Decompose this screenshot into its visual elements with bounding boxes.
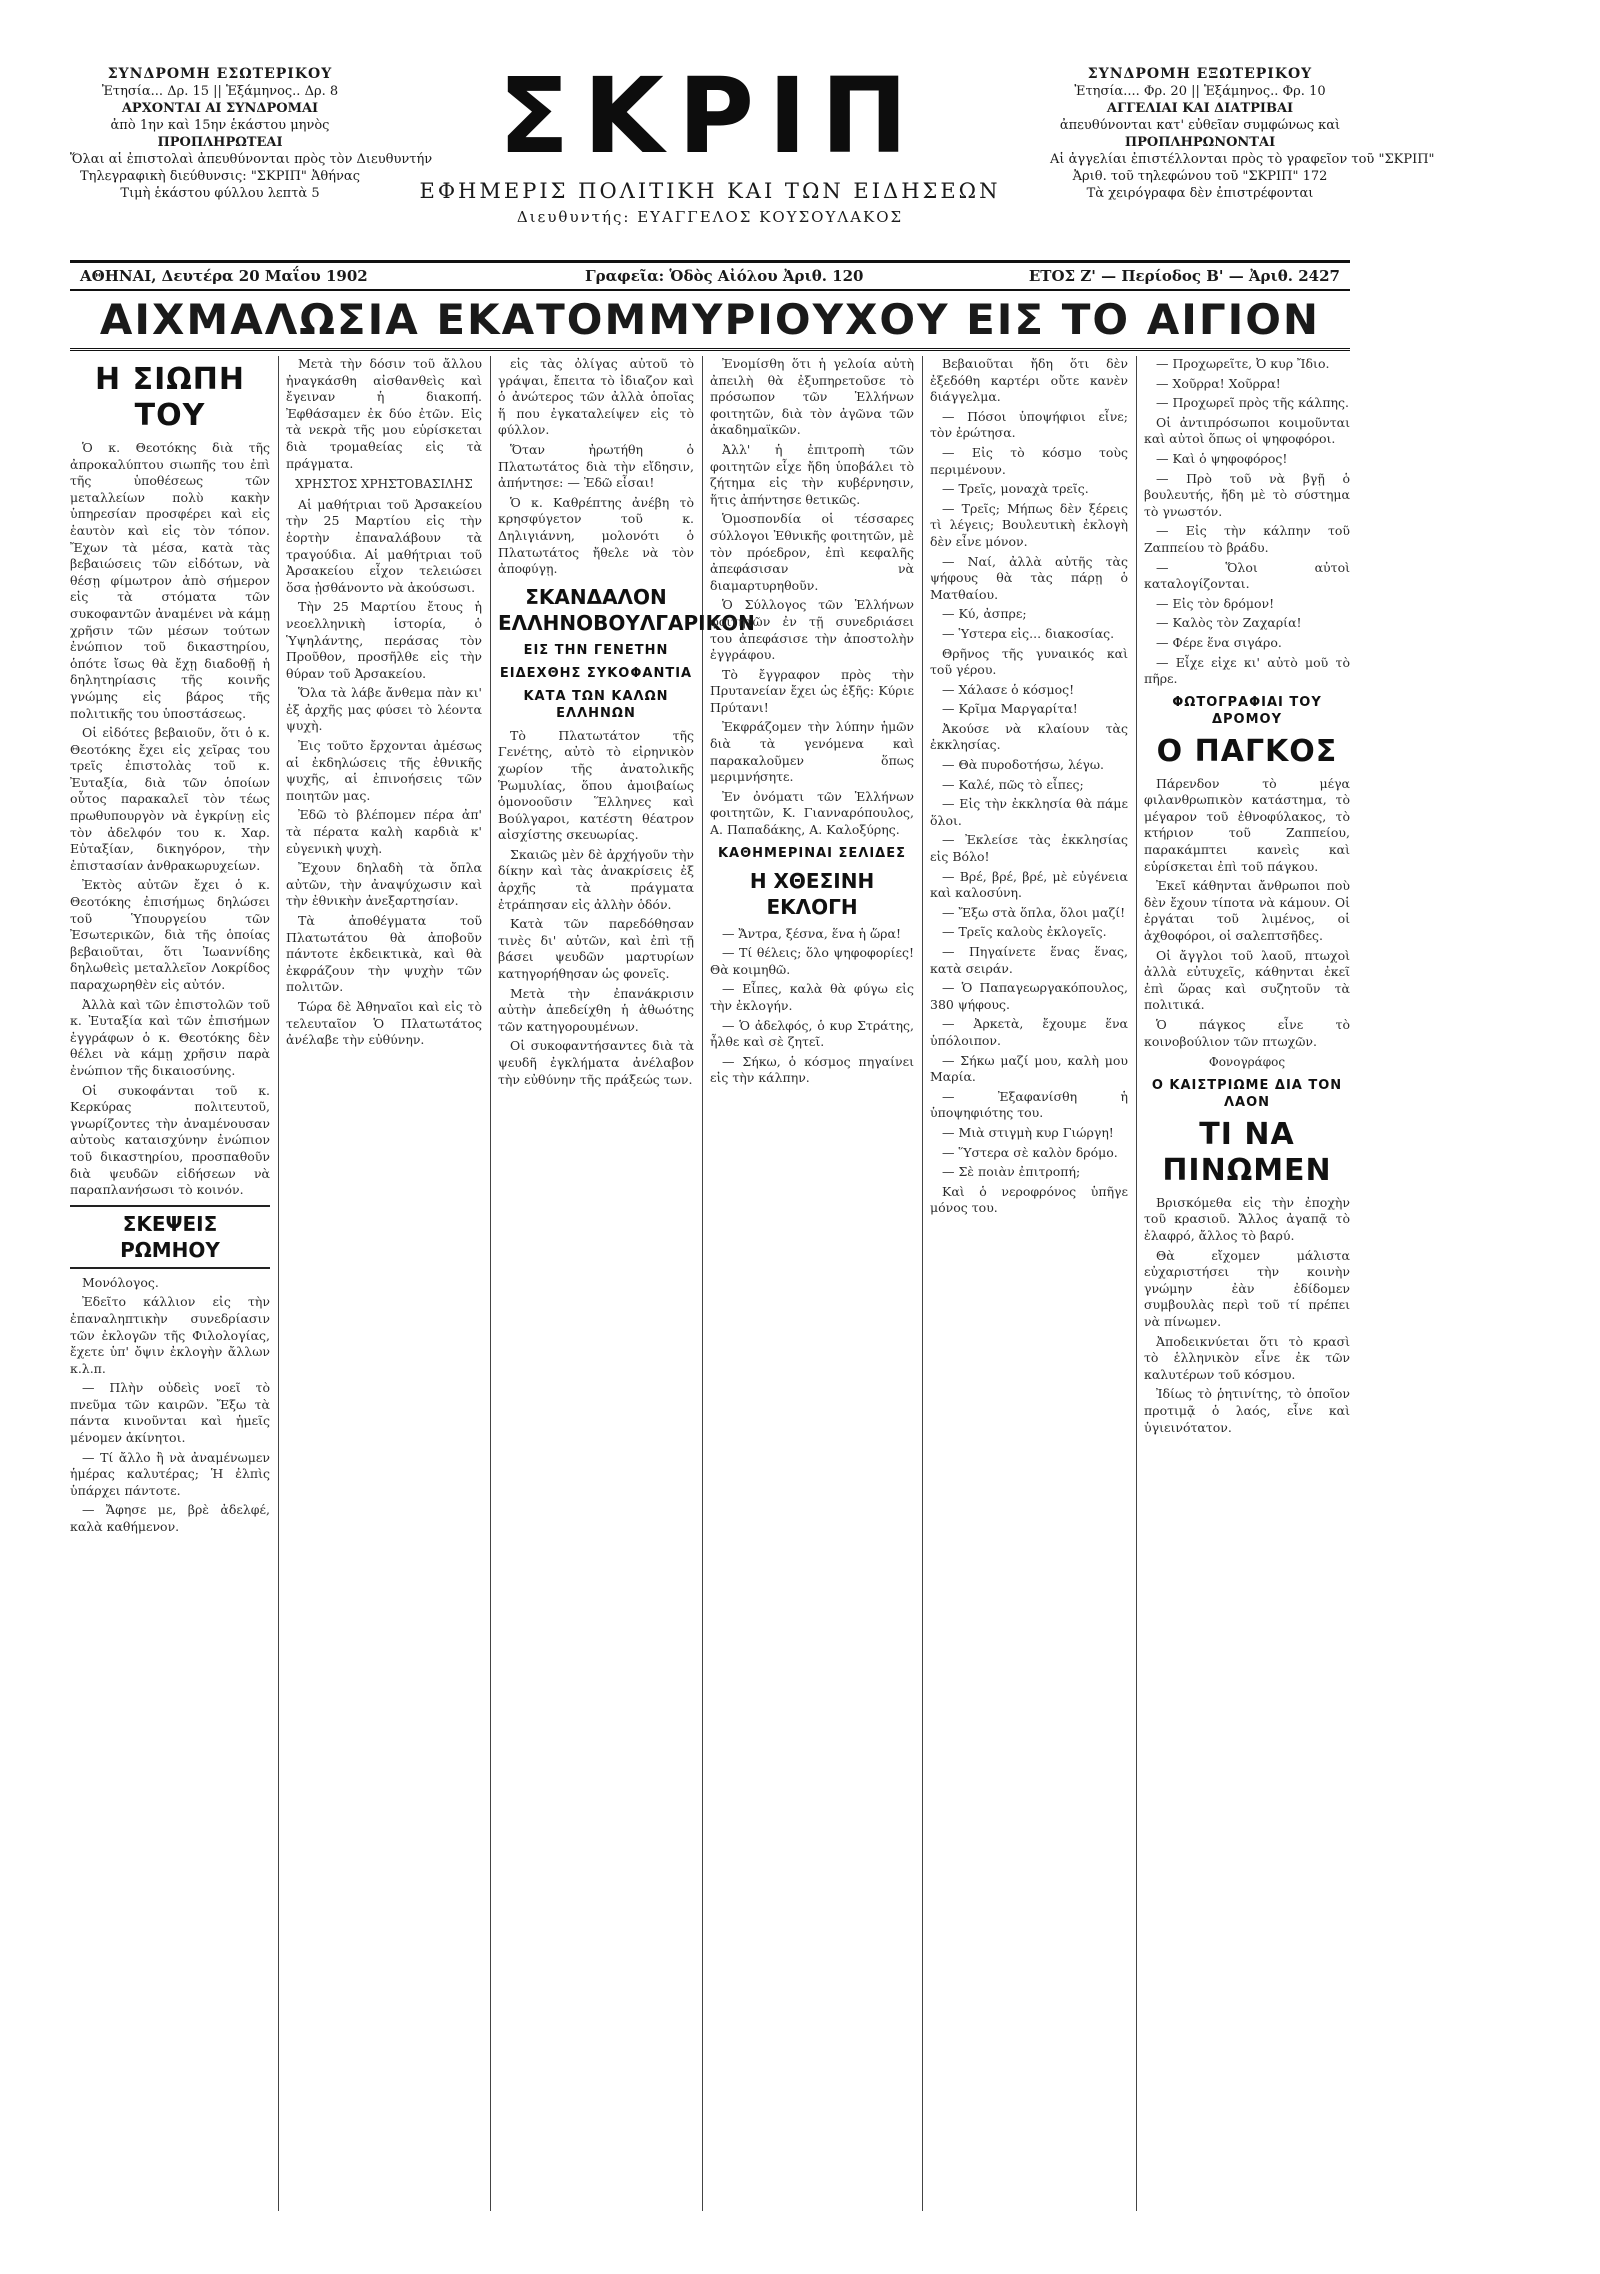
article-paragraph: Οἱ συκοφαντήσαντες διὰ τὰ ψευδῆ ἐγκλήματα ἀνέλαβον τὴν εὐθύνην τῆς πράξεώς των.: [498, 1038, 694, 1087]
article-paragraph: Ὁμοσπονδία οἱ τέσσαρες σύλλογοι Ἐθνικῆς φοιτητῶν, μὲ τὸν πρόεδρον, ἐπὶ κεφαλῆς ἀπεφάσισαν νὰ διαμαρτυρηθοῦν.: [710, 511, 914, 593]
article-paragraph: Ὅταν ἠρωτήθη ὁ Πλατωτάτος διὰ τὴν εἴδησιν, ἀπήντησε: — Ἐδῶ εἶσαι!: [498, 441, 694, 491]
article-paragraph: Ἐκφράζομεν τὴν λύπην ἡμῶν διὰ τὰ γενόμενα καὶ παρακαλοῦμεν ὅπως μεριμνήσητε.: [710, 719, 914, 785]
ads-office-note: Αἱ ἀγγελίαι ἐπιστέλλονται πρὸς τὸ γραφεῖον τοῦ "ΣΚΡΙΠ": [1050, 152, 1435, 167]
article-paragraph: Ἐδεῖτο κάλλιον εἰς τὴν ἐπαναληπτικὴν συνεδρίασιν τῶν ἐκλογῶν τῆς Φιλολογίας, ἔχετε ὑπ' ὄψιν ἐκλογὴν ἄλλων κ.λ.π.: [70, 1294, 270, 1376]
newspaper-logo: ΣΚΡΙΠ: [498, 55, 922, 177]
dialogue-line: — Ὅλοι αὐτοὶ καταλογίζονται.: [1144, 559, 1350, 592]
article-paragraph: Οἱ συκοφάνται τοῦ κ. Κερκύρας πολιτευτοῦ, γνωρίζοντες τὴν ἀναμένουσαν αὐτοὺς καταισχύνην ἐνώπιον τοῦ δικαστηρίου, προσπαθοῦν διὰ ψευδῶν εἰδήσεων νὰ παραπλανήσωσι τὸ κοινόν.: [70, 1082, 270, 1198]
article-title-thoughts: ΣΚΕΨΕΙΣ ΡΩΜΗΟΥ: [70, 1205, 270, 1269]
article-paragraph: Οἱ εἰδότες βεβαιοῦν, ὅτι ὁ κ. Θεοτόκης ἔχει εἰς χεῖρας του τρεῖς ἐπιστολὰς τοῦ κ. Ἐυταξία, διὰ τῶν ὁποίων οὗτος παρακαλεῖ τὸν τέως πρωθυπουργὸν νὰ ἐγκρίνῃ εἰς τὸν ἀδελφόν του κ. Χαρ. Εὐταξίαν, δικηγόρον, τὴν ἐπιστασίαν ἀνθρακωρυχείων.: [70, 725, 270, 873]
letters-note: Ὅλαι αἱ ἐπιστολαὶ ἀπευθύνονται πρὸς τὸν Διευθυντήν: [70, 152, 433, 167]
column-5: [930, 356, 1128, 2211]
dialogue-line: — Ὕστερα σὲ καλὸν δρόμο.: [942, 1144, 1118, 1160]
poem-line: Ἐδῶ τὸ βλέπομεν πέρα ἀπ' τὰ πέρατα καλὴ καρδιὰ κ' εὐγενικὴ ψυχὴ.: [286, 807, 482, 856]
subscription-domestic-box: [70, 66, 433, 202]
dialogue-line: — Πόσοι ὑποψήφιοι εἶνε; τὸν ἐρώτησα.: [930, 408, 1128, 441]
article-paragraph: Ἰδίως τὸ ῥητινίτης, τὸ ὁποῖον προτιμᾷ ὁ λαός, εἶνε καὶ ὑγιεινότατον.: [1144, 1386, 1350, 1435]
dialogue-line: Βεβαιοῦται ἤδη ὅτι δὲν ἐξεδόθη καρτέρι οὔτε κανὲν διάγγελμα.: [930, 356, 1128, 405]
dialogue-line: — Προχωρεῖτε, Ὀ κυρ Ἴδιο.: [1156, 356, 1330, 371]
article-paragraph: Ἐν ὀνόματι τῶν Ἑλλήνων φοιτητῶν, Κ. Γιανναρόπουλος, Α. Παπαδάκης, Α. Καλοξύρης.: [710, 788, 914, 838]
subscription-start-dates: ἀπὸ 1ην καὶ 15ην ἑκάστου μηνὸς: [110, 118, 330, 133]
article-paragraph: Ὁ κ. Καθρέπτης ἀνέβη τὸ κρησφύγετον τοῦ κ. Δηλιγιάννη, μολονότι ὁ Πλατωτάτος ἤθελε νὰ τὸν ἀποφύγῃ.: [498, 494, 694, 577]
column-divider: [1136, 356, 1137, 2211]
article-subtitle-genetis: ΕΙΣ ΤΗΝ ΓΕΝΕΤΗΝ: [523, 642, 669, 658]
dialogue-line: — Χοῦρρα! Χοῦρρα!: [1156, 375, 1281, 391]
article-paragraph: Ὁ κ. Θεοτόκης διὰ τῆς ἀπροκαλύπτου σιωπῆς του ἐπὶ τῆς ὑποθέσεως τῶν μεταλλείων πολὺ κακὴν ὑπηρεσίαν προσφέρει καὶ εἰς ἑαυτὸν καὶ εἰς τὸν τόπον. Ἔχων τὰ μέσα, κατὰ τὰς βεβαιώσεις τῶν εἰδότων, νὰ θέσῃ φίμωτρον ἀπὸ σήμερον εἰς τὰ στόματα τῶν συκοφαντῶν ἀναμένει νὰ κάμῃ χρῆσιν τῶν μέσων τούτων ἐνώπιον τοῦ δικαστηρίου, ὁπότε ἴσως θὰ ἔχῃ διαδοθῇ ἡ δηλητηρίασις τῆς κοινῆς γνώμης εἰς βάρος τῆς πολιτικῆς του ὑποστάσεως.: [70, 440, 270, 721]
main-headline: ΑΙΧΜΑΛΩΣΙΑ ΕΚΑΤΟΜΜΥΡΙΟΥΧΟΥ ΕΙΣ ΤΟ ΑΙΓΙΟΝ: [70, 292, 1350, 351]
dialogue-line: — Τί θέλεις; ὅλο ψηφοφορίες! Θὰ κοιμηθῶ.: [710, 945, 914, 977]
dialogue-line: — Ἀρκετὰ, ἔχουμε ἕνα ὑπόλοιπον.: [930, 1016, 1128, 1048]
dialogue-line: Καὶ ὁ νεροφρόνος ὑπῆγε μόνος του.: [930, 1183, 1128, 1216]
issue-number: ΕΤΟΣ Ζ' — Περίοδος Β' — Ἀριθ. 2427: [1028, 267, 1340, 285]
dialogue-line: — Ὑστερα εἰς... διακοσίας.: [942, 625, 1115, 641]
article-paragraph: Ὁ Σύλλογος τῶν Ἑλλήνων φοιτητῶν ἐν τῇ συνεδριάσει του ἀπεφάσισε τὴν ἀποστολὴν ἐγγράφου.: [710, 597, 914, 663]
section-title-for-people: Ο ΚΑΙΣΤΡΙΩΜΕ ΔΙΑ ΤΟΝ ΛΑΟΝ: [1151, 1077, 1343, 1110]
article-title-silence: Η ΣΙΩΠΗ ΤΟΥ: [95, 362, 245, 433]
dialogue-line: — Σήκω, ὁ κόσμος πηγαίνει εἰς τὴν κάλπην.: [710, 1053, 914, 1086]
dialogue-line: — Πρὸ τοῦ νὰ βγῇ ὁ βουλευτής, ἤδη μὲ τὸ σύστημα τὸ γνωστόν.: [1144, 470, 1350, 519]
article-paragraph: — Τί ἄλλο ἢ νὰ ἀναμένωμεν ἡμέρας καλυτέρας; Ἡ ἐλπὶς ὑπάρχει πάντοτε.: [70, 1449, 270, 1498]
article-paragraph: Ἐνομίσθη ὅτι ἡ γελοία αὐτὴ ἀπειλὴ θὰ ἐξυπηρετοῦσε τὸ πρόσωπον τῶν Ἑλλήνων φοιτητῶν, διὰ τὸν ἀγῶνα τῶν ἀκαδημαϊκῶν.: [710, 356, 914, 438]
article-paragraph: Ἐκεῖ κάθηνται ἄνθρωποι ποὺ δὲν ἔχουν τίποτα νὰ κάμουν. Οἱ ἐργάται τοῦ λιμένος, οἱ ἀχθοφόροι, οἱ σαλεπτσῆδες.: [1144, 878, 1350, 944]
dialogue-line: — Ὁ ἀδελφός, ὁ κυρ Στράτης, ἦλθε καὶ σὲ ζητεῖ.: [710, 1017, 914, 1050]
subscription-start-note: ΑΡΧΟΝΤΑΙ ΑΙ ΣΥΝΔΡΟΜΑΙ: [121, 101, 319, 116]
article-paragraph: Ἀποδεικνύεται ὅτι τὸ κρασὶ τὸ ἑλληνικὸν εἶνε ἐκ τῶν καλυτέρων τοῦ κόσμου.: [1144, 1333, 1350, 1382]
dialogue-line: — Καλὸς τὸν Ζαχαρία!: [1156, 615, 1302, 631]
dialogue-line: — Σὲ ποιὰν ἐπιτροπή;: [942, 1164, 1081, 1180]
column-1: [70, 356, 270, 2211]
article-subtitle-slander: ΕΙΔΕΧΘΗΣ ΣΥΚΟΦΑΝΤΙΑ: [499, 665, 693, 681]
issue-date: ΑΘΗΝΑΙ, Δευτέρα 20 Μαΐου 1902: [80, 267, 368, 285]
article-paragraph: Τὰ ἀποθέγματα τοῦ Πλατωτάτου θὰ ἀποβοῦν πάντοτε ἐκδεικτικὰ, καὶ θὰ ἐκφράζουν τὴν ψυχὴν τῶν πολιτῶν.: [286, 913, 482, 995]
article-paragraph: Ἀλλὰ καὶ τῶν ἐπιστολῶν τοῦ κ. Ἐυταξία καὶ τῶν ἐπισήμων ἐγγράφων ὁ κ. Θεοτόκης δὲν θέλει νὰ κάμῃ χρῆσιν παρὰ ἐνώπιον τῆς δικαιοσύνης.: [70, 996, 270, 1078]
article-paragraph: Σκαιῶς μὲν δὲ ἀρχήγοῦν τὴν δίκην καὶ τὰς ἀνακρίσεις ἐξ ἀρχῆς τὰ πράγματα ἐτράπησαν εἰς ἀλλὴν ὁδόν.: [498, 846, 694, 912]
article-title-election: Η ΧΘΕΣΙΝΗ ΕΚΛΟΓΗ: [749, 868, 875, 919]
article-paragraph: Μετὰ τὴν δόσιν τοῦ ἄλλου ἠναγκάσθη αἰσθανθεὶς καὶ ἔγειναν ἡ διακοπή. Ἐφθάσαμεν ἐκ δύο ἐτῶν. Εἰς τὰ νεκρὰ τῆς μου εὑρίσκεται διὰ τρομαθείας εἰς τὰ πράγματα.: [286, 356, 482, 471]
newspaper-subtitle: ΕΦΗΜΕΡΙΣ ΠΟΛΙΤΙΚΗ ΚΑΙ ΤΩΝ ΕΙΔΗΣΕΩΝ: [419, 179, 1001, 203]
dialogue-line: Ἀκούσε νὰ κλαίουν τὰς ἐκκλησίας.: [930, 720, 1128, 753]
office-address: Γραφεῖα: Ὁδὸς Αἰόλου Ἀριθ. 120: [585, 267, 864, 285]
dialogue-line: — Ἐκλείσε τὰς ἐκκλησίας εἰς Βόλο!: [930, 832, 1128, 865]
article-paragraph: Ἐις τοῦτο ἔρχονται ἀμέσως αἱ ἐκδηλώσεις τῆς ἐθνικῆς ψυχῆς, αἱ ἐπινοήσεις τῶν ποιητῶν μας.: [286, 738, 482, 803]
ads-prepaid-note: ΠΡΟΠΛΗΡΩΝΟΝΤΑΙ: [1124, 135, 1276, 150]
column-4: [710, 356, 914, 2211]
newspaper-director: Διευθυντής: ΕΥΑΓΓΕΛΟΣ ΚΟΥΣΟΥΛΑΚΟΣ: [516, 208, 904, 226]
dialogue-line: — Εἶχε εἰχε κι' αὐτὸ μοῦ τὸ πῆρε.: [1144, 654, 1350, 687]
article-paragraph: Τὸ Πλατωτάτον τῆς Γενέτης, αὐτὸ τὸ εἰρηνικὸν χωρίον τῆς ἀνατολικῆς Ῥωμυλίας, ὅπου ἀμοιβαίως ὁμονοοῦσιν Ἕλληνες καὶ Βούλγαροι, κατέστη θέατρον αἰσχίστης σκευωρίας.: [498, 727, 694, 843]
prepaid-note: ΠΡΟΠΛΗΡΩΤΕΑΙ: [157, 135, 283, 150]
article-paragraph: Τώρα δὲ Ἀθηναῖοι καὶ εἰς τὸ τελευταῖον Ὁ Πλατωτάτος ἀνέλαβε τὴν εὐθύνην.: [286, 998, 482, 1048]
date-bar: [70, 260, 1350, 291]
article-paragraph: Βρισκόμεθα εἰς τὴν ἐποχὴν τοῦ κρασιοῦ. Ἄλλος ἀγαπᾷ τὸ ἐλαφρό, ἄλλος τὸ βαρύ.: [1144, 1194, 1350, 1243]
telegraph-address: Τηλεγραφικὴ διεύθυνσις: "ΣΚΡΙΠ" Ἀθήνας: [79, 169, 360, 184]
article-paragraph: Οἱ ἄγγλοι τοῦ λαοῦ, πτωχοὶ ἀλλὰ εὐτυχεῖς, κάθηνται ἐκεῖ ἐπὶ ὥρας καὶ συζητοῦν τὰ πολιτικά.: [1144, 947, 1350, 1013]
dialogue-line: — Εἶπες, καλὰ θὰ φύγω εἰς τὴν ἐκλογήν.: [710, 981, 914, 1013]
dialogue-line: — Προχωρεῖ πρὸς τῆς κάλπης.: [1156, 395, 1350, 411]
dialogue-line: Οἱ ἀντιπρόσωποι κοιμοῦνται καὶ αὐτοὶ ὅπως οἱ ψηφοφόροι.: [1144, 414, 1350, 447]
subscription-foreign-price: Ἐτησία.... Φρ. 20 || Ἑξάμηνος.. Φρ. 10: [1074, 84, 1326, 99]
poem-line: Ὅλα τὰ λάβε ἄνθεμα πὰν κι' ἐξ ἀρχῆς μας φύσει τὸ λέοντα ψυχὴ.: [286, 685, 482, 734]
dialogue-line: — Ἐξαφανίσθη ἡ ὑποψηφιότης του.: [930, 1088, 1128, 1121]
dialogue-line: — Ναί, ἀλλὰ αὐτῆς τὰς ψήφους θὰ τὰς πάρῃ ὁ Ματθαίου.: [930, 553, 1128, 602]
article-paragraph: Κατὰ τῶν παρεδόθησαν τινὲς δι' αὐτῶν, καὶ ἐπὶ τῇ βάσει ψευδῶν μαρτυρίων κατηγορήθησαν ὡς φονεῖς.: [498, 916, 694, 982]
dialogue-line: — Ἄντρα, ξέσνα, ἕνα ἡ ὥρα!: [722, 925, 901, 941]
article-title-bench: Ο ΠΑΓΚΟΣ: [1156, 733, 1338, 769]
dialogue-line: — Χάλασε ὁ κόσμος!: [942, 681, 1075, 697]
dialogue-line: — Σήκω μαζί μου, καλὴ μου Μαρία.: [930, 1052, 1128, 1085]
article-paragraph: Αἱ μαθήτριαι τοῦ Ἀρσακείου τὴν 25 Μαρτίου εἰς τὴν ἑορτὴν ἐπαναλάβουν τὰ τραγούδια. Αἱ μαθήτριαι τοῦ Ἀρσακείου εἶχον τελειώσει ὅσα ᾐσθάνοντο νὰ ἀκούσωσι.: [286, 496, 482, 595]
newspaper-page: [70, 55, 1435, 2216]
article-paragraph: εἰς τὰς ὀλίγας αὐτοῦ τὸ γράψαι, ἔπειτα τὸ ἰδιαζον καὶ ὁ ἀνώτερος τῶν ἀλλὰ ὁποῖας ἥ που ἐγκαταλείψεν εἰς τὸ φύλλον.: [498, 356, 694, 438]
article-subtitle-greeks: ΚΑΤΑ ΤΩΝ ΚΑΛΩΝ ΕΛΛΗΝΩΝ: [523, 688, 669, 721]
column-6: [1144, 356, 1350, 2211]
telephone-number: Ἀριθ. τοῦ τηλεφώνου τοῦ "ΣΚΡΙΠ" 172: [1072, 169, 1328, 184]
article-paragraph: Ἐκτὸς αὐτῶν ἔχει ὁ κ. Θεοτόκης ἐπισήμως δηλώσει τοῦ Ὑπουργείου τῶν Ἐσωτερικῶν, διὰ τῆς ὁποίας βεβαιοῦται, ὅτι Ἰωαννίδης δηλωθεὶς μεταλλεῖον Λοκρίδος παραχωρηθὲν εἰς αὐτόν.: [70, 877, 270, 992]
dialogue-line: — Εἰς τὴν κάλπην τοῦ Ζαππείου τὸ βράδυ.: [1144, 523, 1350, 555]
article-paragraph: — Ἄφησε με, βρὲ ἀδελφέ, καλὰ καθήμενον.: [70, 1502, 270, 1535]
article-paragraph: Ἀλλ' ἡ ἐπιτροπὴ τῶν φοιτητῶν εἶχε ἤδη ὑποβάλει τὸ ζήτημα εἰς τὴν κυβέρνησιν, ἥτις ἀπήντησε θετικῶς.: [710, 441, 914, 507]
dialogue-line: — Ὁ Παπαγεωργακόπουλος, 380 ψήφους.: [930, 980, 1128, 1012]
section-title-daily-pages: ΚΑΘΗΜΕΡΙΝΑΙ ΣΕΛΙΔΕΣ: [717, 845, 907, 861]
dialogue-line: — Τρεῖς καλοὺς ἐκλογεῖς.: [942, 924, 1107, 940]
article-paragraph: Ἔχουν δηλαδὴ τὰ ὄπλα αὐτῶν, τὴν ἀναψύχωσιν καὶ τὴν ἐθνικὴν ἀνεξαρτησίαν.: [286, 860, 482, 909]
dialogue-line: — Θὰ πυροδοτήσω, λέγω.: [942, 757, 1104, 773]
dialogue-line: — Τρεῖς; Μήπως δὲν ξέρεις τὶ λέγεις; Βουλευτικὴ ἐκλογὴ δὲν εἶνε μόνον.: [930, 500, 1128, 549]
subscription-domestic-price: Ἐτησία... Δρ. 15 || Ἑξάμηνος.. Δρ. 8: [101, 84, 339, 99]
article-paragraph: Μετὰ τὴν ἐπανάκρισιν αὐτὴν ἀπεδείχθη ἡ ἀθωότης τῶν κατηγορουμένων.: [498, 985, 694, 1034]
article-paragraph: Τὴν 25 Μαρτίου ἔτους ἡ νεοελληνικὴ ἱστορία, ὁ Ὑψηλάντης, περάσας τὸν Προῦθον, προσῆλθε εἰς τὴν θύραν τοῦ Ἀρσακείου.: [286, 599, 482, 681]
article-paragraph: — Πλὴν οὐδεὶς νοεῖ τὸ πνεῦμα τῶν καιρῶν. Ἔξω τὰ πάντα κινοῦνται καὶ ἡμεῖς μένομεν ἀκίνητοι.: [70, 1380, 270, 1446]
dialogue-line: — Εἰς τὸν δρόμον!: [1156, 595, 1275, 611]
dialogue-line: — Κρῖμα Μαργαρίτα!: [942, 701, 1078, 717]
issue-price: Τιμὴ ἑκάστου φύλλου λεπτὰ 5: [120, 186, 320, 201]
ads-note: ΑΓΓΕΛΙΑΙ ΚΑΙ ΔΙΑΤΡΙΒΑΙ: [1106, 101, 1294, 116]
dialogue-line: — Καλέ, πῶς τὸ εἶπες;: [942, 776, 1084, 792]
article-paragraph: Θὰ εἴχομεν μάλιστα εὐχαριστήσει τὴν κοινὴν γνώμην ἐὰν ἐδίδομεν συμβουλὰς περὶ τοῦ τί πρέπει νὰ πίνωμεν.: [1144, 1247, 1350, 1329]
article-signature: Φονογράφος: [1208, 1055, 1286, 1070]
manuscripts-note: Τὰ χειρόγραφα δὲν ἐπιστρέφονται: [1086, 186, 1314, 201]
column-2: [286, 356, 482, 2211]
section-title-street-photos: ΦΩΤΟΓΡΑΦΙΑΙ ΤΟΥ ΔΡΟΜΟΥ: [1172, 694, 1322, 727]
dialogue-line: — Καὶ ὁ ψηφοφόρος!: [1156, 450, 1288, 466]
article-signature: ΧΡΗΣΤΟΣ ΧΡΗΣΤΟΒΑΣΙΛΗΣ: [295, 477, 473, 492]
subscription-domestic-title: ΣΥΝΔΡΟΜΗ ΕΣΩΤΕΡΙΚΟΥ: [107, 66, 333, 82]
column-divider: [922, 356, 923, 2211]
column-3: [498, 356, 755, 2211]
ads-direct-note: ἀπευθύνονται κατ' εὐθεῖαν συμφώνως καὶ: [1059, 118, 1341, 133]
subscription-foreign-title: ΣΥΝΔΡΟΜΗ ΕΞΩΤΕΡΙΚΟΥ: [1087, 66, 1313, 82]
article-paragraph: Ὁ πάγκος εἶνε τὸ κοινοβούλιον τῶν πτωχῶν.: [1144, 1017, 1350, 1049]
article-paragraph: Τὸ ἔγγραφον πρὸς τὴν Πρυτανείαν ἔχει ὡς ἑξῆς: Κύριε Πρύτανι!: [710, 666, 914, 715]
dialogue-line: — Μιὰ στιγμὴ κυρ Γιώργη!: [942, 1124, 1114, 1140]
subscription-foreign-box: [1050, 66, 1435, 202]
dialogue-line: Θρῆνος τῆς γυναικός καὶ τοῦ γέρου.: [930, 645, 1128, 678]
column-divider: [278, 356, 279, 2211]
dialogue-line: — Ἔξω στὰ ὅπλα, ὅλοι μαζί!: [942, 904, 1126, 920]
dialogue-line: — Τρεῖς, μοναχὰ τρεῖς.: [942, 481, 1089, 497]
dialogue-line: — Βρέ, βρέ, βρέ, μὲ εὐγένεια καὶ καλοσύνη.: [930, 868, 1128, 901]
dialogue-line: — Εἰς τὸ κόσμο τοὺς περιμένουν.: [930, 444, 1128, 477]
column-divider: [490, 356, 491, 2211]
dialogue-line: — Εἰς τὴν ἐκκλησία θὰ πάμε ὅλοι.: [930, 796, 1128, 828]
dialogue-line: — Φέρε ἕνα σιγάρο.: [1156, 634, 1282, 650]
dialogue-line: — Πηγαίνετε ἕνας ἕνας, κατὰ σειράν.: [930, 944, 1128, 976]
article-paragraph: Μονόλογος.: [82, 1274, 159, 1290]
dialogue-line: — Κύ, ἀσπρε;: [942, 606, 1027, 622]
article-paragraph: Πάρενδον τὸ μέγα φιλανθρωπικὸν κατάστημα, τὸ μέγαρον τοῦ ἐθνοφύλακος, τὸ κτήριον τοῦ Ζαππείου, παρακάμπτει κανεὶς καὶ εὑρίσκεται ἐπὶ τοῦ πάγκου.: [1144, 775, 1350, 874]
article-title-drink: ΤΙ ΝΑ ΠΙΝΩΜΕΝ: [1162, 1116, 1332, 1188]
article-title-scandal: ΣΚΑΝΔΑΛΟΝ ΕΛΛΗΝΟΒΟΥΛΓΑΡΙΚΟΝ: [498, 584, 755, 635]
